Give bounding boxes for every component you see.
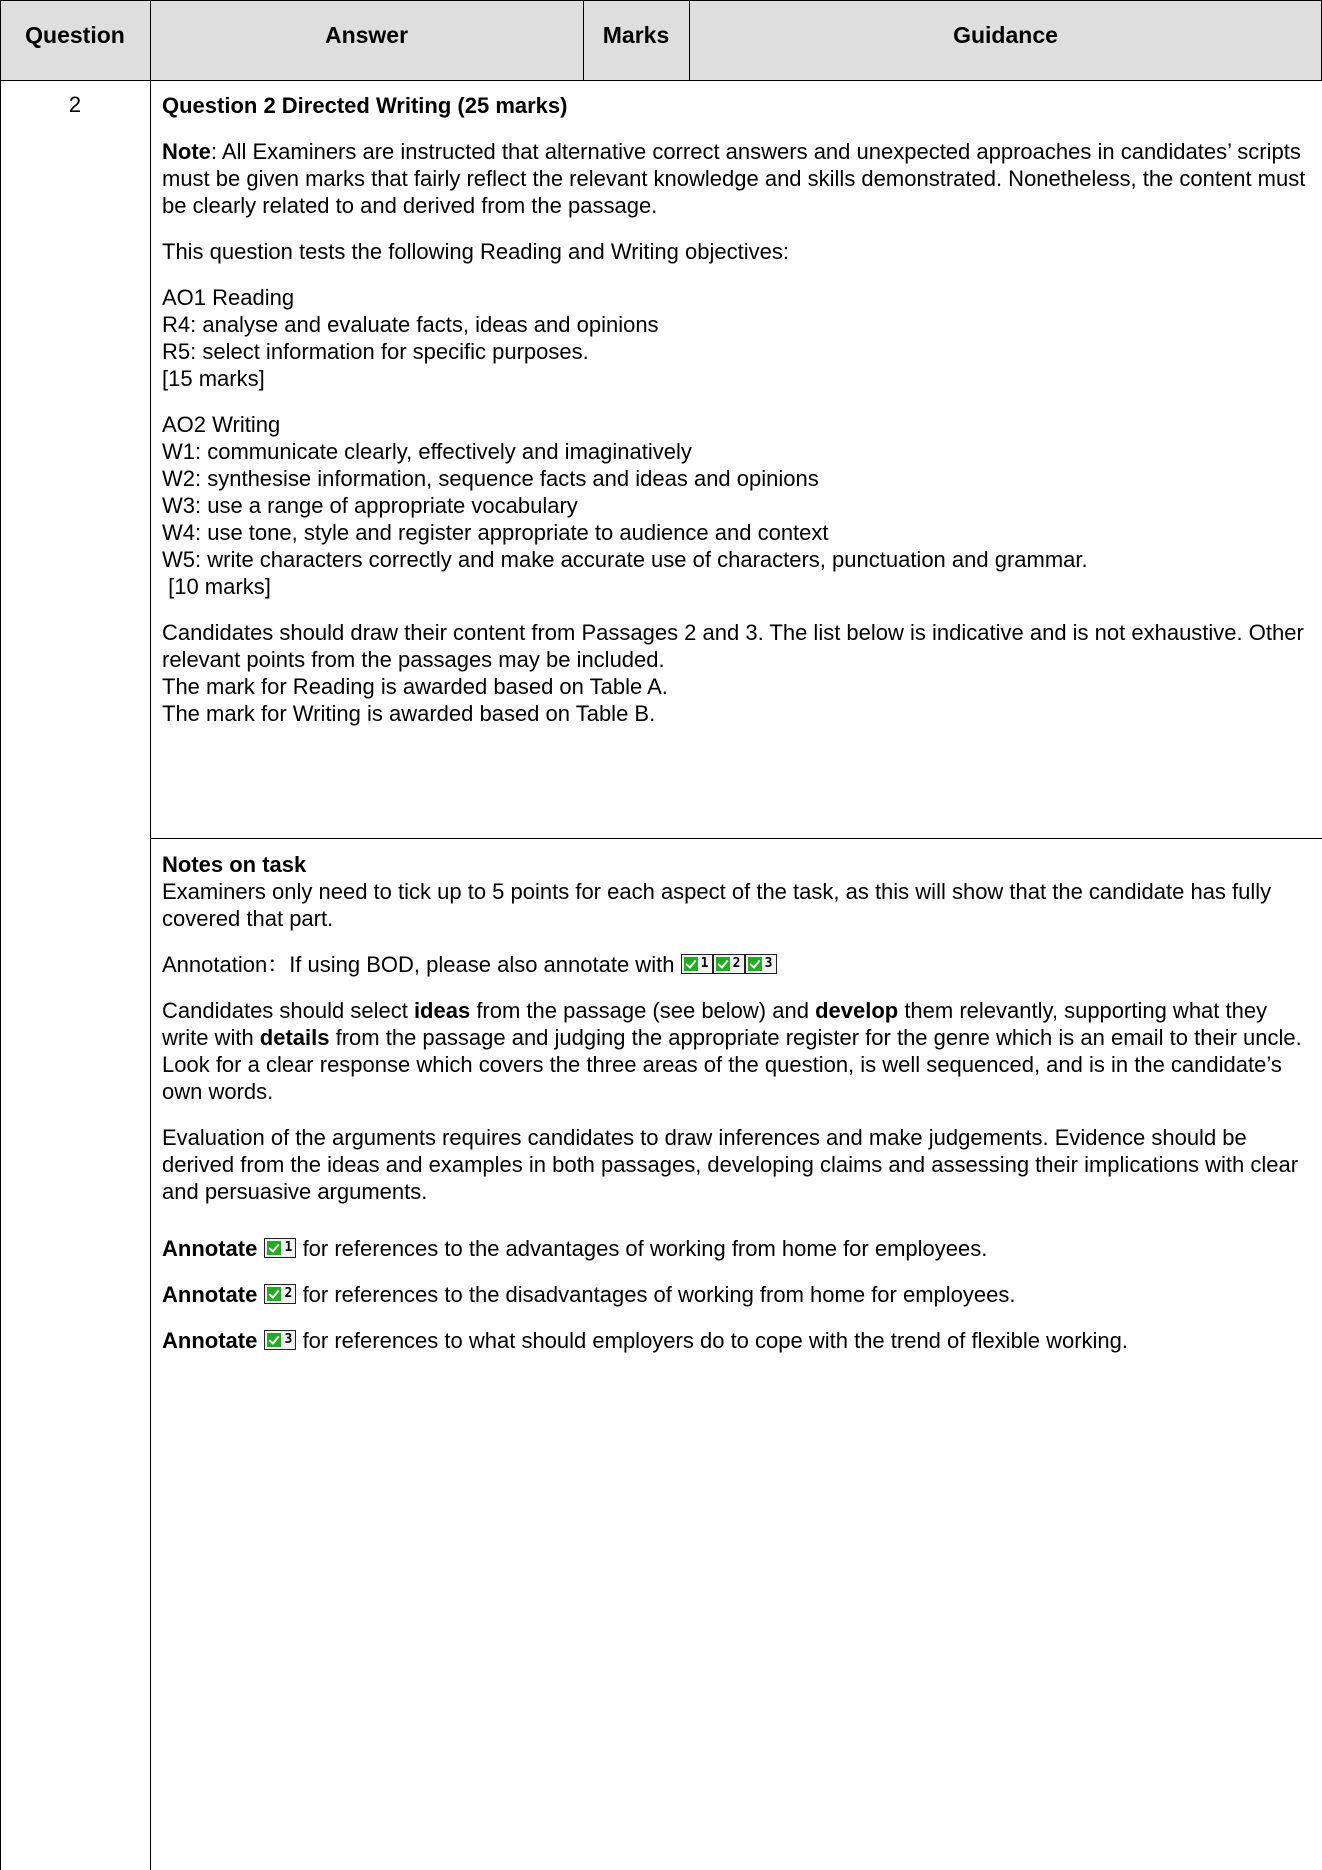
ao2-w4: W4: use tone, style and register appropriate to audience and context: [162, 520, 829, 545]
tick-annotation-1-icon: 1: [681, 954, 713, 974]
ao2-w2: W2: synthesise information, sequence facts and ideas and opinions: [162, 466, 819, 491]
note-label: Note: [162, 139, 211, 164]
ao1-r4: R4: analyse and evaluate facts, ideas and opinions: [162, 312, 659, 337]
tick-annotation-group: [681, 951, 777, 978]
tick-annotation-2-icon: 2: [713, 954, 745, 974]
ao2-w3: W3: use a range of appropriate vocabulary: [162, 493, 578, 518]
tick-annotation-3-icon: 3: [745, 954, 777, 974]
question-number: 2: [68, 92, 82, 117]
annotate-label: Annotate: [162, 1236, 258, 1261]
notes-block: [162, 851, 1312, 932]
annotate-label: Annotate: [162, 1328, 258, 1353]
select-paragraph: Candidates should select ideas from the passage (see below) and develop them relevantly, supporting what they write with details from the passage and judging the appropriate register for the genre which is an email to their uncle. Look for a clear response which covers the three areas of the question, is well sequenced, and is in the candidate’s own words.: [162, 998, 1302, 1104]
keyword-details: details: [259, 1025, 330, 1050]
section-title: Question 2 Directed Writing (25 marks): [162, 93, 568, 118]
annotation-line: [162, 951, 1312, 978]
objectives-intro: This question tests the following Reading and Writing objectives:: [162, 239, 789, 264]
annotate-disadvantages: Annotate 2 for references to the disadvantages of working from home for employees.: [162, 1282, 1016, 1307]
note-text: : All Examiners are instructed that alternative correct answers and unexpected approaches in candidates’ scripts must be given marks that fairly reflect the relevant knowledge and skills demonstrated. Nonetheless, the content must be clearly related to and derived from the passage.: [162, 139, 1306, 218]
evaluation-paragraph: Evaluation of the arguments requires candidates to draw inferences and make judgements. Evidence should be derived from the ideas and examples in both passages, developing claims and assessing their implications with clear and persuasive arguments.: [162, 1125, 1299, 1204]
annotation-text: Annotation：If using BOD, please also annotate with: [162, 952, 675, 977]
ao2-w1: W1: communicate clearly, effectively and imaginatively: [162, 439, 692, 464]
annotate-employers: Annotate 3 for references to what should employers do to cope with the trend of flexible working.: [162, 1328, 1129, 1353]
note-paragraph: [162, 138, 1312, 219]
header-answer: Answer: [324, 22, 409, 48]
notes-title: Notes on task: [162, 852, 307, 877]
header-question: Question: [25, 22, 125, 48]
ao1-marks: [15 marks]: [162, 366, 265, 391]
ao1-block: [162, 284, 1312, 392]
answer-section-objectives: [162, 92, 1312, 727]
ao2-w5: W5: write characters correctly and make accurate use of characters, punctuation and grammar.: [162, 547, 1088, 572]
notes-text: Examiners only need to tick up to 5 points for each aspect of the task, as this will show that the candidate has fully covered that part.: [162, 879, 1272, 931]
keyword-ideas: ideas: [413, 998, 471, 1023]
ao2-marks: [10 marks]: [162, 574, 271, 599]
header-marks: Marks: [602, 22, 670, 48]
answer-section-notes: [162, 851, 1312, 1373]
annotate-advantages: Annotate 1 for references to the advantages of working from home for employees.: [162, 1236, 988, 1261]
ao2-heading: AO2 Writing: [162, 412, 281, 437]
ao1-r5: R5: select information for specific purposes.: [162, 339, 589, 364]
tick-1-icon: 1: [264, 1238, 296, 1258]
ao2-block: [162, 411, 1312, 600]
header-guidance: Guidance: [953, 22, 1058, 48]
tick-3-icon: 3: [264, 1330, 296, 1350]
candidates-paragraph: Candidates should draw their content from Passages 2 and 3. The list below is indicative and is not exhaustive. Other relevant points from the passages may be included.: [162, 620, 1304, 672]
annotate-label: Annotate: [162, 1282, 258, 1307]
tick-2-icon: 2: [264, 1284, 296, 1304]
ao1-heading: AO1 Reading: [162, 285, 295, 310]
table-a-note: The mark for Reading is awarded based on Table A.: [162, 674, 668, 699]
keyword-develop: develop: [815, 998, 899, 1023]
table-b-note: The mark for Writing is awarded based on Table B.: [162, 701, 656, 726]
